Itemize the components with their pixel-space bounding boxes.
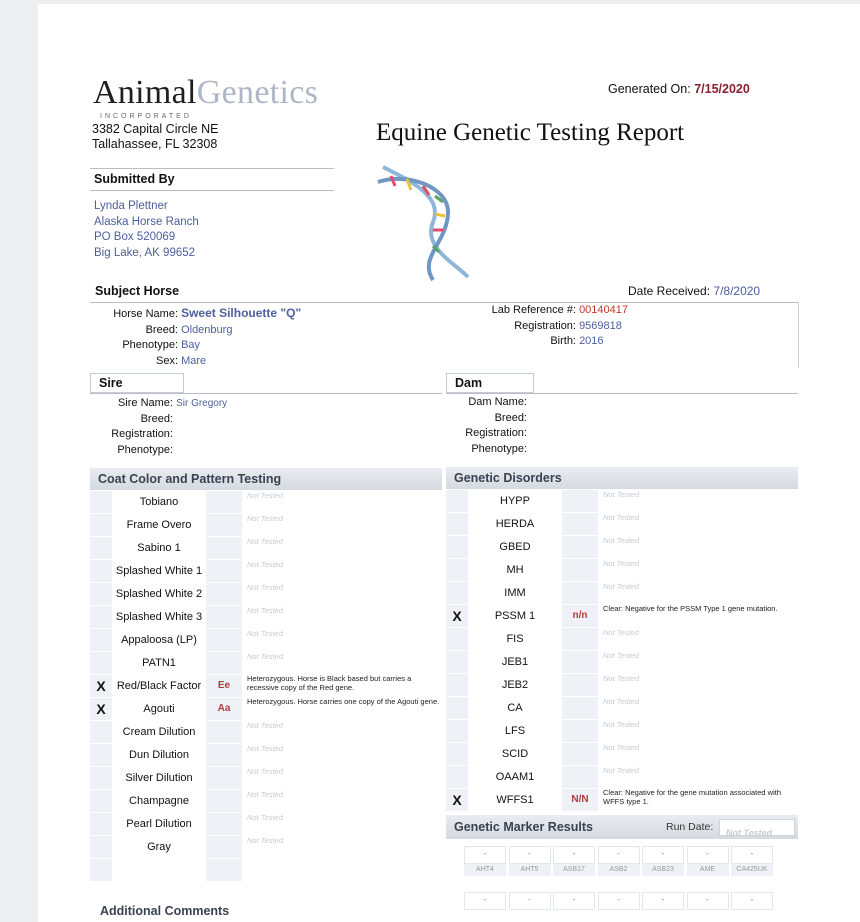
submitter-address bbox=[94, 199, 199, 261]
marker-cell bbox=[598, 846, 640, 880]
test-interpretation: Not Tested bbox=[600, 674, 798, 696]
test-interpretation: Not Tested bbox=[600, 582, 798, 604]
test-result bbox=[206, 629, 242, 651]
table-row bbox=[446, 582, 798, 604]
test-name: HYPP bbox=[470, 490, 560, 512]
divider bbox=[90, 393, 442, 394]
field-label: Sire Name: bbox=[117, 397, 173, 409]
tested-mark bbox=[90, 767, 112, 789]
table-row bbox=[446, 628, 798, 650]
test-result bbox=[206, 537, 242, 559]
birth-year: 2016 bbox=[579, 335, 604, 347]
table-row bbox=[446, 697, 798, 719]
field-label: Phenotype: bbox=[471, 442, 527, 455]
test-name: Red/Black Factor bbox=[114, 675, 204, 697]
tested-mark bbox=[90, 606, 112, 628]
test-result: N/N bbox=[562, 789, 598, 811]
registration: 9569818 bbox=[579, 319, 622, 332]
marker-label: ASB2 bbox=[598, 864, 640, 876]
test-interpretation: Clear: Negative for the gene mutation associated with WFFS type 1. bbox=[600, 789, 798, 811]
field-label: Birth: bbox=[550, 335, 576, 347]
tested-mark bbox=[446, 743, 468, 765]
submitter-line: Alaska Horse Ranch bbox=[94, 215, 199, 228]
table-row bbox=[446, 720, 798, 742]
test-interpretation: Not Tested bbox=[244, 813, 442, 835]
marker-label: AME bbox=[687, 864, 729, 876]
genetic-disorders-heading: Genetic Disorders bbox=[446, 467, 798, 489]
tested-mark bbox=[90, 790, 112, 812]
tested-mark bbox=[90, 652, 112, 674]
tested-mark bbox=[446, 490, 468, 512]
divider bbox=[90, 190, 334, 191]
dam-tab: Dam bbox=[446, 373, 534, 393]
marker-value: - bbox=[642, 892, 684, 910]
test-result bbox=[206, 606, 242, 628]
marker-label: CA425UK bbox=[731, 864, 773, 876]
test-name: Splashed White 2 bbox=[114, 583, 204, 605]
tested-mark bbox=[90, 629, 112, 651]
test-name: SCID bbox=[470, 743, 560, 765]
tested-mark bbox=[90, 491, 112, 513]
logo-accent: Genetics bbox=[196, 74, 319, 111]
table-row bbox=[90, 514, 442, 536]
test-name: MH bbox=[470, 559, 560, 581]
test-interpretation: Not Tested bbox=[244, 606, 442, 628]
test-interpretation: Not Tested bbox=[600, 536, 798, 558]
marker-cell bbox=[687, 892, 729, 922]
test-interpretation: Heterozygous. Horse carries one copy of the Agouti gene. bbox=[244, 698, 442, 720]
test-result bbox=[562, 674, 598, 696]
tested-mark bbox=[90, 721, 112, 743]
table-row bbox=[90, 629, 442, 651]
company-logo bbox=[93, 74, 318, 112]
test-interpretation: Not Tested bbox=[600, 697, 798, 719]
marker-label: AHT5 bbox=[509, 864, 551, 876]
marker-label: ASB17 bbox=[553, 864, 595, 876]
test-name: LFS bbox=[470, 720, 560, 742]
test-interpretation: Not Tested bbox=[244, 491, 442, 513]
field-label: Phenotype: bbox=[117, 443, 173, 456]
tested-mark: X bbox=[446, 605, 468, 627]
marker-cell bbox=[553, 892, 595, 922]
test-interpretation: Not Tested bbox=[244, 537, 442, 559]
test-name: Splashed White 1 bbox=[114, 560, 204, 582]
submitter-line: Big Lake, AK 99652 bbox=[94, 246, 196, 259]
table-row bbox=[446, 743, 798, 765]
sire-name: Sir Gregory bbox=[176, 398, 228, 409]
tested-mark bbox=[90, 583, 112, 605]
tested-mark: X bbox=[90, 698, 112, 720]
address-line2: Tallahassee, FL 32308 bbox=[92, 137, 218, 151]
table-row bbox=[90, 606, 442, 628]
test-interpretation: Not Tested bbox=[244, 721, 442, 743]
report-title: Equine Genetic Testing Report bbox=[376, 119, 685, 146]
test-name: FIS bbox=[470, 628, 560, 650]
horse-phenotype: Bay bbox=[181, 339, 201, 351]
marker-cell bbox=[642, 846, 684, 880]
test-result bbox=[562, 697, 598, 719]
table-row bbox=[446, 490, 798, 512]
lab-reference: 00140417 bbox=[579, 304, 629, 316]
marker-cell bbox=[509, 892, 551, 922]
date-received-label: Date Received: bbox=[628, 284, 711, 298]
test-name: IMM bbox=[470, 582, 560, 604]
submitted-by-heading: Submitted By bbox=[94, 172, 175, 186]
run-date-label: Run Date: bbox=[666, 821, 714, 833]
generated-label: Generated On: bbox=[608, 82, 691, 96]
sire-tab: Sire bbox=[90, 373, 184, 393]
horse-sex: Mare bbox=[181, 354, 207, 367]
marker-value: - bbox=[464, 892, 506, 910]
test-name: Splashed White 3 bbox=[114, 606, 204, 628]
test-interpretation: Not Tested bbox=[244, 767, 442, 789]
marker-cell bbox=[731, 892, 773, 922]
table-row bbox=[90, 744, 442, 766]
test-interpretation: Not Tested bbox=[600, 720, 798, 742]
marker-value: - bbox=[731, 892, 773, 910]
test-name: Agouti bbox=[114, 698, 204, 720]
table-row bbox=[446, 536, 798, 558]
table-row bbox=[446, 559, 798, 581]
test-result bbox=[206, 491, 242, 513]
table-row bbox=[90, 537, 442, 559]
field-label: Lab Reference #: bbox=[491, 304, 576, 316]
table-row bbox=[90, 790, 442, 812]
test-name: WFFS1 bbox=[470, 789, 560, 811]
field-label: Dam Name: bbox=[468, 396, 527, 408]
test-interpretation: Not Tested bbox=[244, 790, 442, 812]
test-result bbox=[562, 536, 598, 558]
test-interpretation: Not Tested bbox=[600, 490, 798, 512]
test-name: Gray bbox=[114, 836, 204, 858]
test-name: Champagne bbox=[114, 790, 204, 812]
field-label: Breed: bbox=[140, 412, 173, 425]
test-name: JEB1 bbox=[470, 651, 560, 673]
test-result bbox=[562, 766, 598, 788]
test-name: PATN1 bbox=[114, 652, 204, 674]
marker-cell bbox=[598, 892, 640, 922]
marker-cell bbox=[464, 846, 506, 880]
test-interpretation: Not Tested bbox=[244, 514, 442, 536]
marker-value: - bbox=[642, 846, 684, 864]
tested-mark bbox=[446, 697, 468, 719]
submitter-line: PO Box 520069 bbox=[94, 231, 176, 243]
test-result bbox=[206, 744, 242, 766]
horse-name: Sweet Silhouette "Q" bbox=[181, 306, 302, 320]
logo-main: Animal bbox=[93, 74, 197, 111]
subject-right-fields bbox=[468, 303, 628, 350]
tested-mark: X bbox=[90, 675, 112, 697]
test-result bbox=[206, 652, 242, 674]
tested-mark bbox=[90, 560, 112, 582]
test-name: Frame Overo bbox=[114, 514, 204, 536]
test-result bbox=[206, 790, 242, 812]
marker-heading-text: Genetic Marker Results bbox=[454, 820, 593, 834]
tested-mark: X bbox=[446, 789, 468, 811]
marker-cell bbox=[642, 892, 684, 922]
run-date-field bbox=[719, 819, 795, 836]
test-name: HERDA bbox=[470, 513, 560, 535]
tested-mark bbox=[446, 651, 468, 673]
tested-mark bbox=[446, 766, 468, 788]
table-row bbox=[446, 513, 798, 535]
test-interpretation: Clear: Negative for the PSSM Type 1 gene mutation. bbox=[600, 605, 798, 627]
table-row bbox=[90, 560, 442, 582]
tested-mark bbox=[446, 559, 468, 581]
field-label: Sex: bbox=[155, 354, 178, 367]
table-row bbox=[90, 491, 442, 513]
table-row bbox=[446, 766, 798, 788]
dam-fields bbox=[452, 395, 527, 457]
test-name: Appaloosa (LP) bbox=[114, 629, 204, 651]
test-name: Dun Dilution bbox=[114, 744, 204, 766]
table-row bbox=[446, 674, 798, 696]
test-name: Tobiano bbox=[114, 491, 204, 513]
subject-horse-heading: Subject Horse bbox=[95, 284, 180, 298]
marker-value: - bbox=[553, 892, 595, 910]
field-label: Phenotype: bbox=[122, 339, 178, 351]
tested-mark bbox=[90, 813, 112, 835]
test-name bbox=[114, 859, 204, 881]
table-row bbox=[90, 767, 442, 789]
test-name: Cream Dilution bbox=[114, 721, 204, 743]
marker-value: - bbox=[687, 846, 729, 864]
field-label: Registration: bbox=[514, 319, 576, 332]
test-interpretation bbox=[244, 859, 442, 881]
test-interpretation: Not Tested bbox=[600, 628, 798, 650]
tested-mark bbox=[446, 720, 468, 742]
table-row bbox=[446, 789, 798, 811]
test-result bbox=[562, 628, 598, 650]
tested-mark bbox=[446, 536, 468, 558]
address-line1: 3382 Capital Circle NE bbox=[92, 122, 219, 136]
test-result bbox=[562, 651, 598, 673]
test-name: Sabino 1 bbox=[114, 537, 204, 559]
date-received bbox=[628, 284, 760, 298]
test-result: Aa bbox=[206, 698, 242, 720]
test-interpretation: Not Tested bbox=[244, 560, 442, 582]
submitter-line: Lynda Plettner bbox=[94, 200, 168, 212]
test-result bbox=[206, 721, 242, 743]
test-result bbox=[206, 560, 242, 582]
test-result bbox=[562, 559, 598, 581]
tested-mark bbox=[90, 514, 112, 536]
table-row bbox=[90, 836, 442, 858]
marker-value: - bbox=[598, 846, 640, 864]
test-interpretation: Heterozygous. Horse is Black based but carries a recessive copy of the Red gene. bbox=[244, 675, 442, 697]
table-row bbox=[446, 605, 798, 627]
tested-mark bbox=[90, 537, 112, 559]
tested-mark bbox=[446, 674, 468, 696]
test-name: JEB2 bbox=[470, 674, 560, 696]
test-result bbox=[562, 513, 598, 535]
test-result bbox=[562, 743, 598, 765]
test-interpretation: Not Tested bbox=[600, 766, 798, 788]
table-row bbox=[90, 698, 442, 720]
table-row bbox=[90, 859, 442, 881]
dna-helix-icon bbox=[373, 162, 473, 282]
test-name: Silver Dilution bbox=[114, 767, 204, 789]
marker-cell bbox=[464, 892, 506, 922]
logo-subtitle: INCORPORATED bbox=[100, 113, 192, 120]
field-label: Registration: bbox=[111, 428, 173, 440]
tested-mark bbox=[446, 628, 468, 650]
test-result bbox=[562, 720, 598, 742]
table-row bbox=[90, 813, 442, 835]
marker-value: - bbox=[509, 892, 551, 910]
field-label: Registration: bbox=[465, 427, 527, 439]
test-name: GBED bbox=[470, 536, 560, 558]
sire-fields bbox=[98, 396, 227, 458]
tested-mark bbox=[90, 859, 112, 881]
test-result bbox=[206, 813, 242, 835]
field-label: Breed: bbox=[145, 323, 178, 336]
tested-mark bbox=[446, 582, 468, 604]
test-result bbox=[562, 490, 598, 512]
test-name: CA bbox=[470, 697, 560, 719]
tested-mark bbox=[90, 836, 112, 858]
marker-cell bbox=[687, 846, 729, 880]
marker-value: - bbox=[553, 846, 595, 864]
marker-value: - bbox=[731, 846, 773, 864]
date-received-value: 7/8/2020 bbox=[713, 284, 761, 298]
genetic-marker-heading bbox=[446, 815, 798, 839]
test-interpretation: Not Tested bbox=[244, 836, 442, 858]
divider bbox=[90, 168, 334, 169]
marker-value: - bbox=[687, 892, 729, 910]
test-result bbox=[206, 859, 242, 881]
marker-cell bbox=[553, 846, 595, 880]
marker-label: ASB23 bbox=[642, 864, 684, 876]
test-interpretation: Not Tested bbox=[244, 744, 442, 766]
marker-cell bbox=[509, 846, 551, 880]
table-row bbox=[446, 651, 798, 673]
report-page bbox=[38, 4, 860, 922]
table-row bbox=[90, 675, 442, 697]
test-result bbox=[206, 583, 242, 605]
test-name: PSSM 1 bbox=[470, 605, 560, 627]
marker-cell bbox=[731, 846, 773, 880]
run-date-value: Not Tested bbox=[726, 828, 773, 838]
coat-color-heading: Coat Color and Pattern Testing bbox=[90, 468, 442, 490]
test-interpretation: Not Tested bbox=[600, 559, 798, 581]
test-result bbox=[206, 514, 242, 536]
test-result bbox=[206, 836, 242, 858]
marker-label: AHT4 bbox=[464, 864, 506, 876]
test-name: OAAM1 bbox=[470, 766, 560, 788]
table-row bbox=[90, 721, 442, 743]
test-interpretation: Not Tested bbox=[244, 583, 442, 605]
test-result bbox=[562, 582, 598, 604]
test-result: Ee bbox=[206, 675, 242, 697]
horse-breed: Oldenburg bbox=[181, 323, 233, 336]
test-interpretation: Not Tested bbox=[244, 629, 442, 651]
subject-left-fields bbox=[98, 306, 301, 369]
additional-comments-heading: Additional Comments bbox=[100, 904, 230, 918]
table-row bbox=[90, 583, 442, 605]
generated-on bbox=[608, 82, 750, 96]
divider bbox=[446, 393, 798, 394]
generated-value: 7/15/2020 bbox=[694, 82, 750, 96]
test-name: Pearl Dilution bbox=[114, 813, 204, 835]
marker-value: - bbox=[598, 892, 640, 910]
test-interpretation: Not Tested bbox=[244, 652, 442, 674]
test-result bbox=[206, 767, 242, 789]
field-label: Breed: bbox=[494, 411, 527, 424]
tested-mark bbox=[446, 513, 468, 535]
test-interpretation: Not Tested bbox=[600, 743, 798, 765]
test-interpretation: Not Tested bbox=[600, 651, 798, 673]
company-address bbox=[92, 122, 218, 152]
marker-value: - bbox=[509, 846, 551, 864]
marker-value: - bbox=[464, 846, 506, 864]
tested-mark bbox=[90, 744, 112, 766]
field-label: Horse Name: bbox=[113, 308, 178, 320]
table-row bbox=[90, 652, 442, 674]
test-result: n/n bbox=[562, 605, 598, 627]
test-interpretation: Not Tested bbox=[600, 513, 798, 535]
